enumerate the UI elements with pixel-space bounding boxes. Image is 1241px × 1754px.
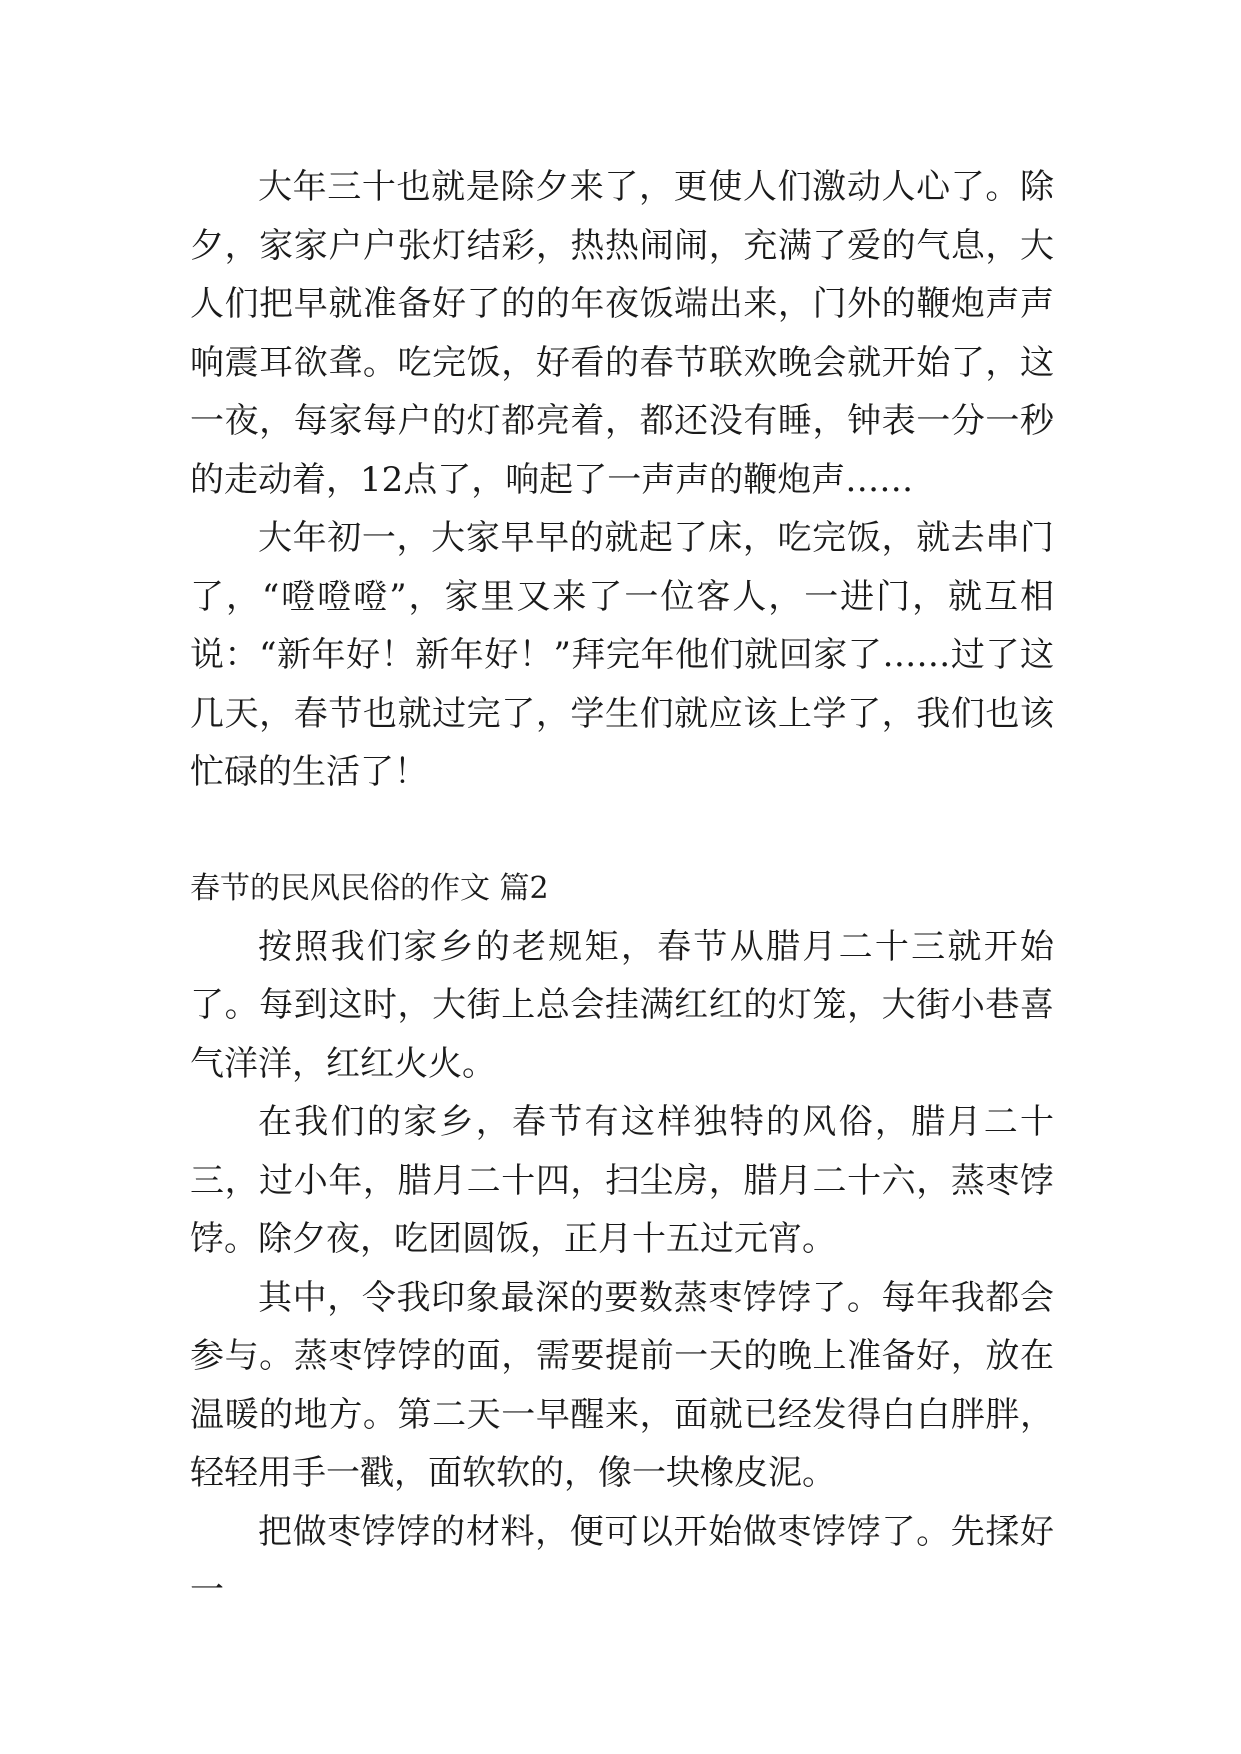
- paragraph-new-years-eve: 大年三十也就是除夕来了，更使人们激动人心了。除夕，家家户户张灯结彩，热热闹闹，充满了爱的气息，大人们把早就准备好了的的年夜饭端出来，门外的鞭炮声声响震耳欲聋。吃完饭，好看的春节联欢晚会就开始了，这一夜，每家每户的灯都亮着，都还没有睡，钟表一分一秒的走动着，12点了，响起了一声声的鞭炮声……: [190, 167, 1054, 500]
- paragraph-new-years-day: 大年初一，大家早早的就起了床，吃完饭，就去串门了，“噔噔噔”，家里又来了一位客人，一进门，就互相说：“新年好！新年好！”拜完年他们就回家了……过了这几天，春节也就过完了，学生们就应该上学了，我们也该忙碌的生活了！: [190, 518, 1054, 792]
- paragraph-customs-list: 在我们的家乡，春节有这样独特的风俗，腊月二十三，过小年，腊月二十四，扫尘房，腊月二十六，蒸枣饽饽。除夕夜，吃团圆饭，正月十五过元宵。: [190, 1102, 1054, 1259]
- document-body: [190, 158, 1054, 1620]
- paragraph-making-buns: 把做枣饽饽的材料，便可以开始做枣饽饽了。先揉好一: [190, 1511, 1054, 1610]
- paragraph-steamed-buns: 其中，令我印象最深的要数蒸枣饽饽了。每年我都会参与。蒸枣饽饽的面，需要提前一天的晚上准备好，放在温暖的地方。第二天一早醒来，面就已经发得白白胖胖，轻轻用手一戳，面软软的，像一块橡皮泥。: [190, 1277, 1054, 1493]
- paragraph-customs-start: 按照我们家乡的老规矩，春节从腊月二十三就开始了。每到这时，大街上总会挂满红红的灯笼，大街小巷喜气洋洋，红红火火。: [190, 926, 1054, 1084]
- section-spacer: [190, 802, 1054, 860]
- section-heading: 春节的民风民俗的作文 篇2: [190, 870, 549, 906]
